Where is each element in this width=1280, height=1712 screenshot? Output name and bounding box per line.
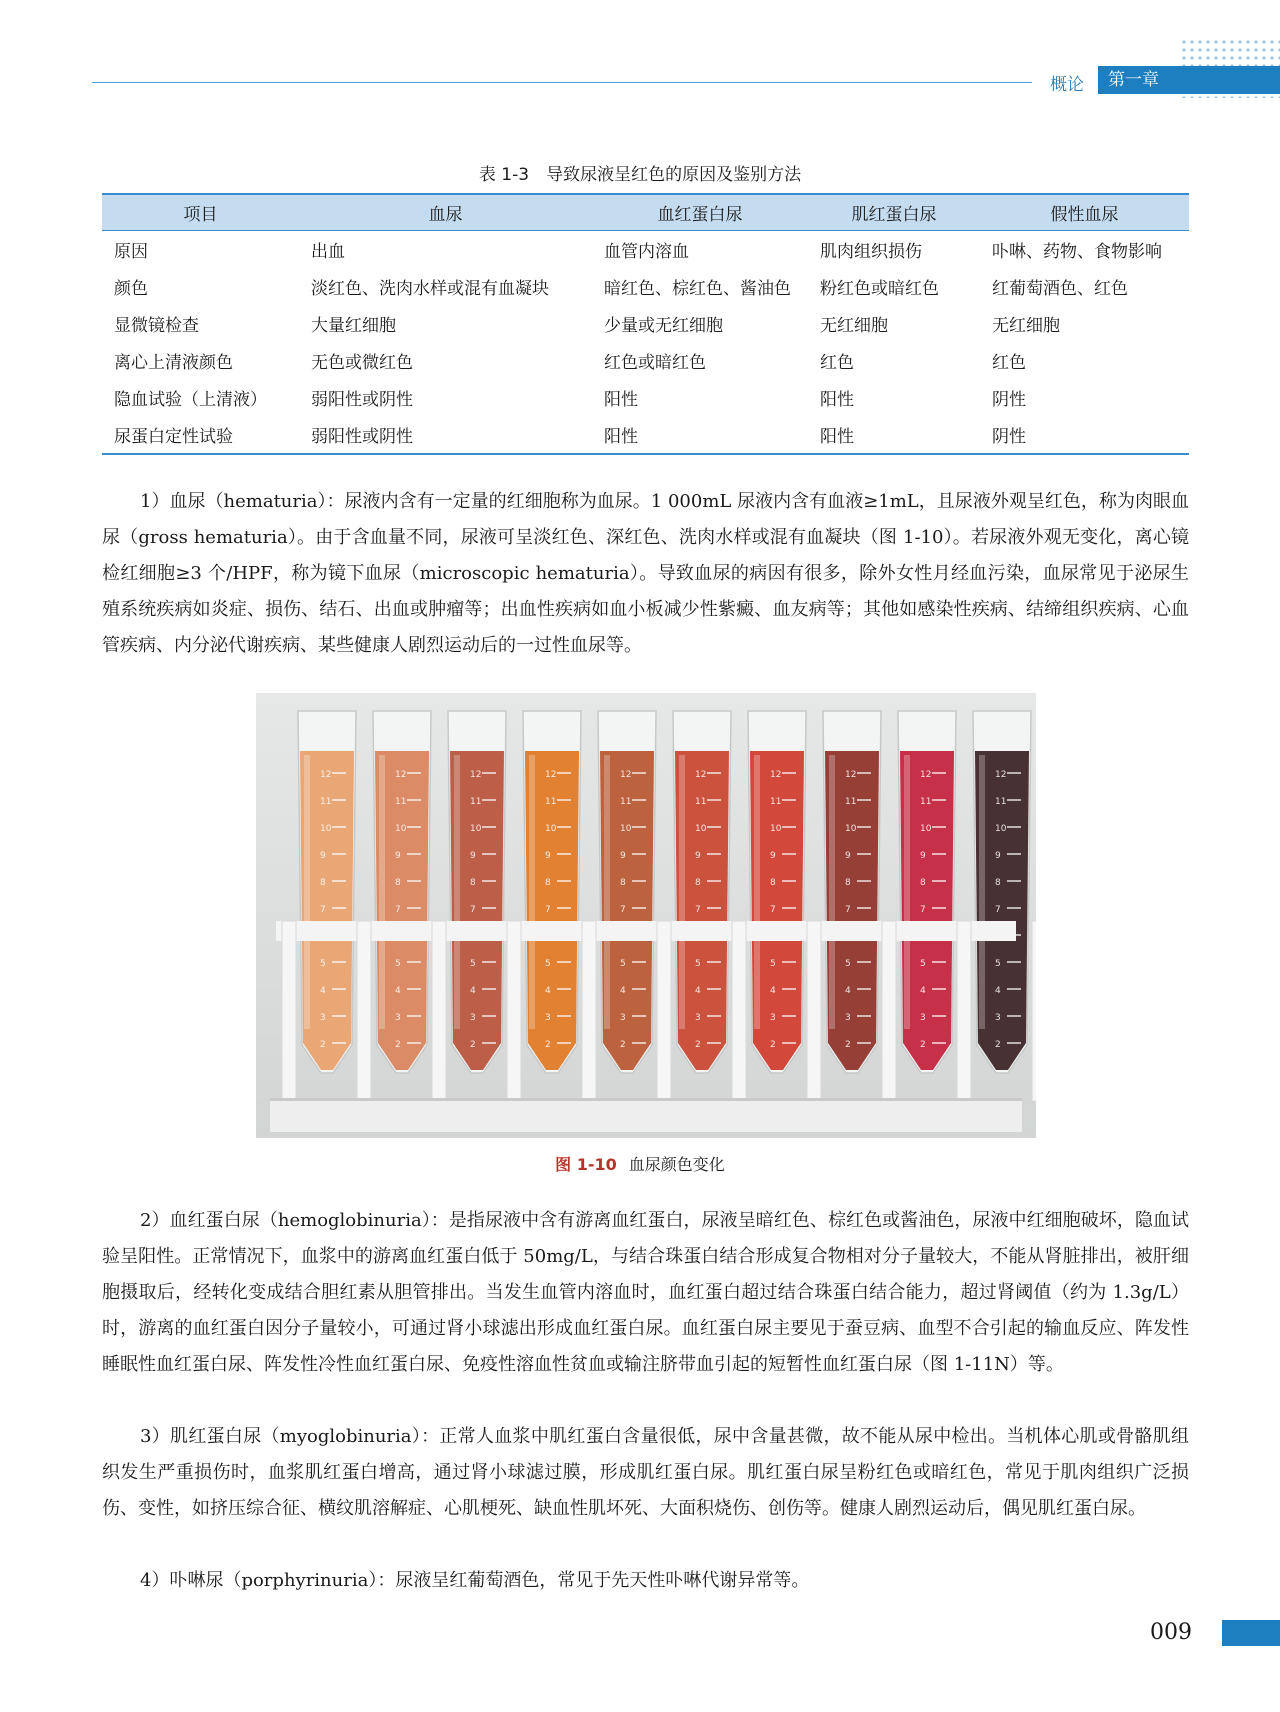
differential-table bbox=[102, 193, 1189, 455]
tube-grad-label: 10 bbox=[845, 824, 857, 834]
figure-title: 血尿颜色变化 bbox=[628, 1155, 725, 1174]
figure-number: 图 1-10 bbox=[555, 1155, 617, 1174]
tube-grad-label: 7 bbox=[920, 905, 926, 915]
tube-grad-label: 10 bbox=[620, 824, 632, 834]
tube-grad-label: 5 bbox=[395, 959, 401, 969]
tube-highlight bbox=[304, 755, 310, 1029]
table-cell: 尿蛋白定性试验 bbox=[114, 427, 233, 447]
tube-grad-label: 10 bbox=[470, 824, 482, 834]
body-paragraph-myoglobinuria bbox=[102, 1419, 1189, 1527]
table-cell: 阳性 bbox=[604, 390, 638, 410]
table-cell: 阳性 bbox=[820, 390, 854, 410]
tube-grad-label: 7 bbox=[695, 905, 701, 915]
tube-grad-label: 5 bbox=[920, 959, 926, 969]
table-cell: 红色 bbox=[820, 353, 854, 373]
tube-grad-label: 2 bbox=[845, 1040, 851, 1050]
tube-grad-label: 2 bbox=[470, 1040, 476, 1050]
test-tube bbox=[673, 711, 731, 1073]
table-cell: 无红细胞 bbox=[992, 316, 1060, 336]
tube-grad-label: 11 bbox=[695, 797, 707, 807]
tube-grad-label: 11 bbox=[995, 797, 1007, 807]
rack-base bbox=[270, 1098, 1022, 1132]
tube-grad-label: 5 bbox=[470, 959, 476, 969]
table-row bbox=[102, 379, 1189, 416]
test-tube bbox=[523, 711, 581, 1073]
tube-grad-label: 5 bbox=[770, 959, 776, 969]
running-header-section: 概论 bbox=[1050, 75, 1084, 95]
table-cell: 无色或微红色 bbox=[311, 353, 413, 373]
tube-grad-label: 10 bbox=[995, 824, 1007, 834]
rack-post bbox=[432, 921, 446, 1101]
body-paragraph-hemoglobinuria bbox=[102, 1203, 1189, 1383]
tube-grad-label: 3 bbox=[620, 1013, 626, 1023]
test-tube bbox=[373, 711, 431, 1073]
tube-grad-label: 12 bbox=[320, 770, 332, 780]
tube-grad-label: 2 bbox=[770, 1040, 776, 1050]
tube-grad-label: 7 bbox=[620, 905, 626, 915]
table-cell: 离心上清液颜色 bbox=[114, 353, 233, 373]
tube-grad-label: 11 bbox=[545, 797, 557, 807]
figure-caption bbox=[0, 1152, 1280, 1175]
tube-grad-label: 10 bbox=[695, 824, 707, 834]
table-cell: 淡红色、洗肉水样或混有血凝块 bbox=[311, 279, 549, 299]
table-caption: 表 1-3 导致尿液呈红色的原因及鉴别方法 bbox=[478, 165, 802, 185]
tube-grad-label: 8 bbox=[620, 878, 626, 888]
rack-post bbox=[957, 921, 971, 1101]
tube-grad-label: 10 bbox=[920, 824, 932, 834]
tube-highlight bbox=[529, 755, 535, 1029]
tube-grad-label: 5 bbox=[620, 959, 626, 969]
table-cell: 无红细胞 bbox=[820, 316, 888, 336]
tube-grad-label: 8 bbox=[845, 878, 851, 888]
table-row bbox=[102, 342, 1189, 379]
tube-grad-label: 8 bbox=[995, 878, 1001, 888]
tube-grad-label: 9 bbox=[620, 851, 626, 861]
table-row bbox=[102, 231, 1189, 269]
tube-grad-label: 4 bbox=[845, 986, 851, 996]
tube-grad-label: 12 bbox=[545, 770, 557, 780]
tube-highlight bbox=[379, 755, 385, 1029]
table-cell: 隐血试验（上清液） bbox=[114, 390, 267, 410]
tube-grad-label: 4 bbox=[320, 986, 326, 996]
table-row bbox=[102, 305, 1189, 342]
table-cell: 颜色 bbox=[114, 279, 148, 299]
tube-grad-label: 3 bbox=[770, 1013, 776, 1023]
tube-grad-label: 2 bbox=[695, 1040, 701, 1050]
page-number: 009 bbox=[1150, 1620, 1192, 1645]
tube-grad-label: 2 bbox=[320, 1040, 326, 1050]
table-header-row bbox=[102, 194, 1189, 231]
tube-grad-label: 11 bbox=[620, 797, 632, 807]
table-cell: 显微镜检查 bbox=[114, 316, 199, 336]
tube-grad-label: 5 bbox=[545, 959, 551, 969]
tube-grad-label: 10 bbox=[320, 824, 332, 834]
tube-grad-label: 7 bbox=[845, 905, 851, 915]
table-cell: 阴性 bbox=[992, 390, 1026, 410]
tube-grad-label: 8 bbox=[320, 878, 326, 888]
tube-grad-label: 4 bbox=[695, 986, 701, 996]
tube-grad-label: 9 bbox=[770, 851, 776, 861]
tube-grad-label: 2 bbox=[920, 1040, 926, 1050]
tube-grad-label: 8 bbox=[920, 878, 926, 888]
body-paragraph-porphyrinuria bbox=[102, 1563, 1189, 1599]
paragraph-text: 3）肌红蛋白尿（myoglobinuria）：正常人血浆中肌红蛋白含量很低，尿中含量甚微，故不能从尿中检出。当机体心肌或骨骼肌组织发生严重损伤时，血浆肌红蛋白增高，通过肾小球滤过膜，形成肌红蛋白尿。肌红蛋白尿呈粉红色或暗红色，常见于肌肉组织广泛损伤、变性，如挤压综合征、横纹肌溶解症、心肌梗死、缺血性肌坏死、大面积烧伤、创伤等。健康人剧烈运动后，偶见肌红蛋白尿。 bbox=[102, 1426, 1189, 1519]
tube-grad-label: 9 bbox=[695, 851, 701, 861]
tube-grad-label: 4 bbox=[545, 986, 551, 996]
tube-grad-label: 2 bbox=[545, 1040, 551, 1050]
tube-grad-label: 5 bbox=[995, 959, 1001, 969]
tube-grad-label: 11 bbox=[320, 797, 332, 807]
tube-grad-label: 9 bbox=[395, 851, 401, 861]
tube-grad-label: 11 bbox=[395, 797, 407, 807]
tube-grad-label: 12 bbox=[620, 770, 632, 780]
paragraph-text: 2）血红蛋白尿（hemoglobinuria）：是指尿液中含有游离血红蛋白，尿液呈暗红色、棕红色或酱油色，尿液中红细胞破坏，隐血试验呈阳性。正常情况下，血浆中的游离血红蛋白低于 50mg/L，与结合珠蛋白结合形成复合物相对分子量较大，不能从肾脏排出，被肝细胞摄取后，经转化变成结合胆红素从胆管排出。当发生血管内溶血时，血红蛋白超过结合珠蛋白结合能力，超过肾阈值（约为 1.3g/L）时，游离的血红蛋白因分子量较小，可通过肾小球滤出形成血红蛋白尿。血红蛋白尿主要见于蚕豆病、血型不合引起的输血反应、阵发性睡眠性血红蛋白尿、阵发性冷性血红蛋白尿、免疫性溶血性贫血或输注脐带血引起的短暂性血红蛋白尿（图 1-11N）等。 bbox=[102, 1210, 1189, 1375]
tube-grad-label: 5 bbox=[320, 959, 326, 969]
tube-grad-label: 7 bbox=[470, 905, 476, 915]
rack-post bbox=[657, 921, 671, 1101]
tube-grad-label: 5 bbox=[845, 959, 851, 969]
tube-grad-label: 9 bbox=[320, 851, 326, 861]
table-cell: 原因 bbox=[114, 242, 148, 262]
test-tube bbox=[898, 711, 956, 1073]
tube-grad-label: 4 bbox=[395, 986, 401, 996]
tube-grad-label: 8 bbox=[695, 878, 701, 888]
tube-grad-label: 3 bbox=[920, 1013, 926, 1023]
tube-grad-label: 7 bbox=[320, 905, 326, 915]
rack-post bbox=[882, 921, 896, 1101]
tube-grad-label: 10 bbox=[770, 824, 782, 834]
tube-grad-label: 12 bbox=[470, 770, 482, 780]
tube-grad-label: 9 bbox=[545, 851, 551, 861]
tube-grad-label: 8 bbox=[770, 878, 776, 888]
table-cell: 红葡萄酒色、红色 bbox=[992, 279, 1128, 299]
rack-base-edge bbox=[270, 1098, 1022, 1101]
rack-post bbox=[357, 921, 371, 1101]
test-tube bbox=[298, 711, 356, 1073]
tube-grad-label: 4 bbox=[770, 986, 776, 996]
tube-grad-label: 7 bbox=[770, 905, 776, 915]
column-header: 项目 bbox=[183, 205, 218, 225]
page-number-tab bbox=[1222, 1620, 1280, 1646]
tube-highlight bbox=[829, 755, 835, 1029]
tube-grad-label: 8 bbox=[470, 878, 476, 888]
tube-grad-label: 5 bbox=[695, 959, 701, 969]
tube-grad-label: 12 bbox=[920, 770, 932, 780]
column-header: 血红蛋白尿 bbox=[657, 205, 743, 225]
table-cell: 红色 bbox=[992, 353, 1026, 373]
tube-grad-label: 4 bbox=[470, 986, 476, 996]
tube-grad-label: 3 bbox=[395, 1013, 401, 1023]
table-row bbox=[102, 416, 1189, 454]
tube-grad-label: 11 bbox=[920, 797, 932, 807]
running-header-chapter: 第一章 bbox=[1098, 66, 1280, 94]
tube-highlight bbox=[754, 755, 760, 1029]
rack-post bbox=[807, 921, 821, 1101]
rack-top-bar bbox=[276, 921, 1016, 941]
tube-grad-label: 2 bbox=[620, 1040, 626, 1050]
rack-post bbox=[732, 921, 746, 1101]
tube-grad-label: 4 bbox=[995, 986, 1001, 996]
tube-grad-label: 11 bbox=[470, 797, 482, 807]
table-cell: 血管内溶血 bbox=[604, 242, 689, 262]
tube-highlight bbox=[904, 755, 910, 1029]
test-tube bbox=[448, 711, 506, 1073]
tube-highlight bbox=[679, 755, 685, 1029]
tube-grad-label: 12 bbox=[770, 770, 782, 780]
tube-grad-label: 10 bbox=[395, 824, 407, 834]
tube-grad-label: 12 bbox=[695, 770, 707, 780]
table-cell: 卟啉、药物、食物影响 bbox=[992, 242, 1162, 262]
tube-grad-label: 2 bbox=[995, 1040, 1001, 1050]
paragraph-text: 4）卟啉尿（porphyrinuria）：尿液呈红葡萄酒色，常见于先天性卟啉代谢异常等。 bbox=[140, 1570, 810, 1591]
tube-grad-label: 9 bbox=[995, 851, 1001, 861]
table-cell: 红色或暗红色 bbox=[604, 353, 706, 373]
rack-post bbox=[1032, 921, 1036, 1101]
tube-grad-label: 7 bbox=[545, 905, 551, 915]
table-cell: 阴性 bbox=[992, 427, 1026, 447]
tube-grad-label: 7 bbox=[995, 905, 1001, 915]
tube-grad-label: 11 bbox=[770, 797, 782, 807]
table-cell: 少量或无红细胞 bbox=[604, 316, 723, 336]
tube-grad-label: 7 bbox=[395, 905, 401, 915]
tube-grad-label: 10 bbox=[545, 824, 557, 834]
table-cell: 出血 bbox=[311, 242, 345, 262]
test-tube bbox=[748, 711, 806, 1073]
column-header: 血尿 bbox=[428, 205, 463, 225]
table-cell: 肌肉组织损伤 bbox=[820, 242, 922, 262]
tube-grad-label: 3 bbox=[545, 1013, 551, 1023]
table-cell: 阳性 bbox=[820, 427, 854, 447]
tube-grad-label: 3 bbox=[995, 1013, 1001, 1023]
tube-grad-label: 12 bbox=[995, 770, 1007, 780]
table-cell: 弱阳性或阴性 bbox=[311, 390, 413, 410]
table-row bbox=[102, 268, 1189, 305]
tube-highlight bbox=[454, 755, 460, 1029]
tube-grad-label: 9 bbox=[470, 851, 476, 861]
table-cell: 阳性 bbox=[604, 427, 638, 447]
rack-post bbox=[582, 921, 596, 1101]
tube-grad-label: 8 bbox=[545, 878, 551, 888]
paragraph-text: 1）血尿（hematuria）：尿液内含有一定量的红细胞称为血尿。1 000mL 尿液内含有血液≥1mL，且尿液外观呈红色，称为肉眼血尿（gross hematuria）。由于含血量不同，尿液可呈淡红色、深红色、洗肉水样或混有血凝块（图 1-10）。若尿液外观无变化，离心镜检红细胞≥3 个/HPF，称为镜下血尿（microscopic hematuria）。导致血尿的病因有很多，除外女性月经血污染，血尿常见于泌尿生殖系统疾病如炎症、损伤、结石、出血或肿瘤等；出血性疾病如血小板减少性紫癜、血友病等；其他如感染性疾病、结缔组织疾病、心血管疾病、内分泌代谢疾病、某些健康人剧烈运动后的一过性血尿等。 bbox=[102, 491, 1189, 656]
urine-tubes-photo bbox=[256, 693, 1036, 1138]
column-header: 假性血尿 bbox=[1050, 205, 1119, 225]
body-paragraph-hematuria bbox=[102, 484, 1189, 664]
column-header: 肌红蛋白尿 bbox=[851, 205, 937, 225]
tube-highlight bbox=[604, 755, 610, 1029]
tube-grad-label: 11 bbox=[845, 797, 857, 807]
tube-grad-label: 4 bbox=[920, 986, 926, 996]
tube-highlight bbox=[979, 755, 985, 1029]
table-cell: 粉红色或暗红色 bbox=[820, 279, 939, 299]
tube-grad-label: 9 bbox=[845, 851, 851, 861]
tube-grad-label: 2 bbox=[395, 1040, 401, 1050]
test-tube bbox=[598, 711, 656, 1073]
tube-grad-label: 3 bbox=[320, 1013, 326, 1023]
test-tube bbox=[823, 711, 881, 1073]
tube-grad-label: 3 bbox=[845, 1013, 851, 1023]
rack-post bbox=[282, 921, 296, 1101]
tube-grad-label: 12 bbox=[395, 770, 407, 780]
rack-post bbox=[507, 921, 521, 1101]
tube-grad-label: 12 bbox=[845, 770, 857, 780]
table-cell: 弱阳性或阴性 bbox=[311, 427, 413, 447]
tube-grad-label: 9 bbox=[920, 851, 926, 861]
tube-grad-label: 8 bbox=[395, 878, 401, 888]
tube-grad-label: 4 bbox=[620, 986, 626, 996]
tube-grad-label: 3 bbox=[470, 1013, 476, 1023]
table-cell: 暗红色、棕红色、酱油色 bbox=[604, 279, 791, 299]
tube-grad-label: 3 bbox=[695, 1013, 701, 1023]
table-cell: 大量红细胞 bbox=[311, 316, 396, 336]
header-rule bbox=[92, 82, 1032, 83]
test-tube bbox=[973, 711, 1031, 1073]
